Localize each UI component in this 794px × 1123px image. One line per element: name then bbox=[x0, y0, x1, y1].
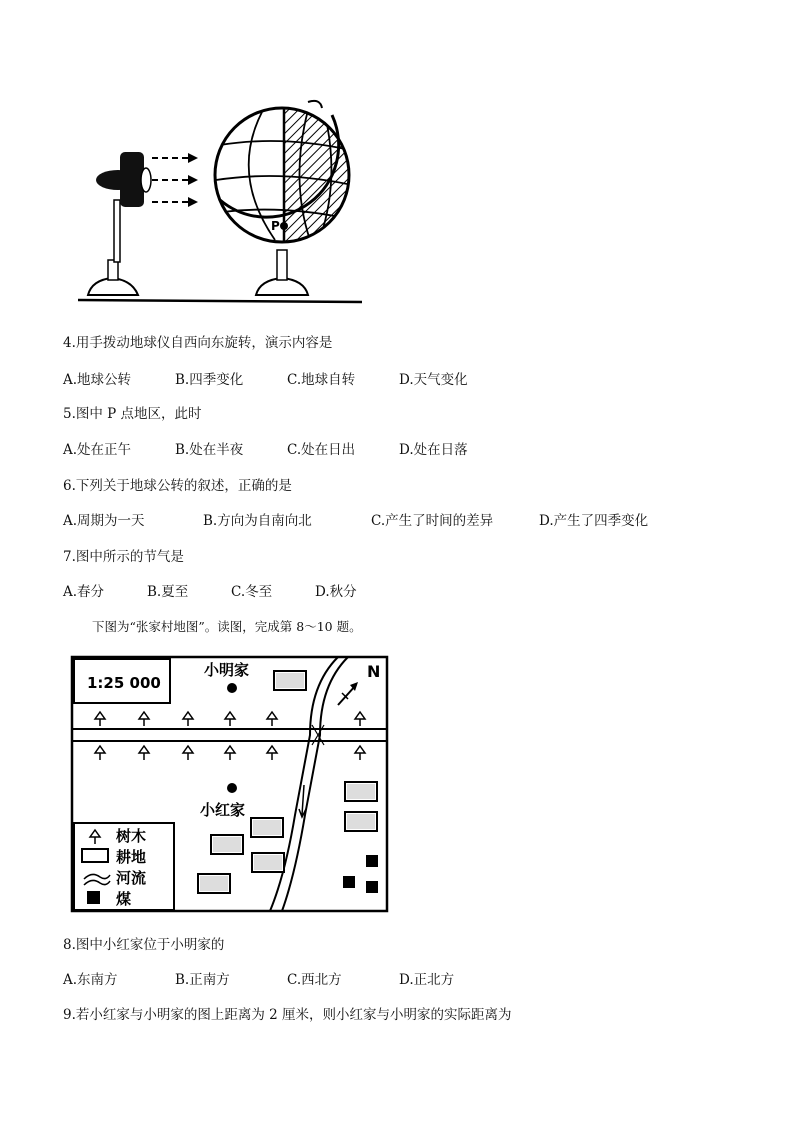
legend-coal: 煤 bbox=[116, 890, 132, 908]
q5-option-a[interactable]: A.处在正午 bbox=[63, 442, 132, 458]
q7-option-b[interactable]: B.夏至 bbox=[147, 584, 189, 600]
q8-option-d[interactable]: D.正北方 bbox=[399, 972, 455, 988]
globe-stand-icon bbox=[256, 250, 308, 295]
q8-option-a[interactable]: A.东南方 bbox=[63, 972, 118, 988]
xiaoming-home-dot bbox=[227, 683, 237, 693]
q5-option-c[interactable]: C.处在日出 bbox=[287, 442, 356, 458]
north-label: N bbox=[367, 662, 381, 681]
q8-option-c[interactable]: C.西北方 bbox=[287, 972, 342, 988]
q4-option-d[interactable]: D.天气变化 bbox=[399, 372, 468, 388]
question-4: 4.用手拨动地球仪自西向东旋转，演示内容是 bbox=[63, 335, 333, 351]
q5-option-b[interactable]: B.处在半夜 bbox=[175, 442, 244, 458]
question-6: 6.下列关于地球公转的叙述，正确的是 bbox=[63, 478, 292, 494]
legend-river: 河流 bbox=[116, 869, 147, 887]
question-7: 7.图中所示的节气是 bbox=[63, 549, 184, 565]
map-scale: 1:25 000 bbox=[87, 674, 161, 692]
q7-option-c[interactable]: C.冬至 bbox=[231, 584, 273, 600]
fan-icon bbox=[88, 152, 151, 295]
q6-option-d[interactable]: D.产生了四季变化 bbox=[539, 513, 649, 529]
globe-icon bbox=[215, 100, 364, 260]
map-intro: 下图为“张家村地图”。读图，完成第 8～10 题。 bbox=[92, 619, 362, 634]
q4-option-c[interactable]: C.地球自转 bbox=[287, 372, 356, 388]
legend-tree: 树木 bbox=[116, 827, 147, 845]
wind-arrows bbox=[152, 158, 188, 202]
ground-line bbox=[78, 300, 362, 302]
q4-option-a[interactable]: A.地球公转 bbox=[63, 372, 132, 388]
q4-option-b[interactable]: B.四季变化 bbox=[175, 372, 244, 388]
xiaohong-home-dot bbox=[227, 783, 237, 793]
legend-farmland: 耕地 bbox=[116, 848, 147, 866]
question-5: 5.图中 P 点地区，此时 bbox=[63, 406, 202, 422]
q5-option-d[interactable]: D.处在日落 bbox=[399, 442, 468, 458]
q6-option-c[interactable]: C.产生了时间的差异 bbox=[371, 513, 494, 529]
p-point-label: P bbox=[271, 219, 280, 233]
q6-option-b[interactable]: B.方向为自南向北 bbox=[203, 513, 312, 529]
xiaoming-home-label: 小明家 bbox=[204, 661, 250, 679]
q7-option-d[interactable]: D.秋分 bbox=[315, 584, 357, 600]
q6-option-a[interactable]: A.周期为一天 bbox=[63, 513, 145, 529]
question-9: 9.若小红家与小明家的图上距离为 2 厘米，则小红家与小明家的实际距离为 bbox=[63, 1007, 512, 1023]
question-8: 8.图中小红家位于小明家的 bbox=[63, 937, 225, 953]
fan-globe-figure bbox=[70, 90, 370, 310]
village-map bbox=[70, 655, 390, 913]
xiaohong-home-label: 小红家 bbox=[200, 801, 246, 819]
q7-option-a[interactable]: A.春分 bbox=[63, 584, 105, 600]
q8-option-b[interactable]: B.正南方 bbox=[175, 972, 230, 988]
